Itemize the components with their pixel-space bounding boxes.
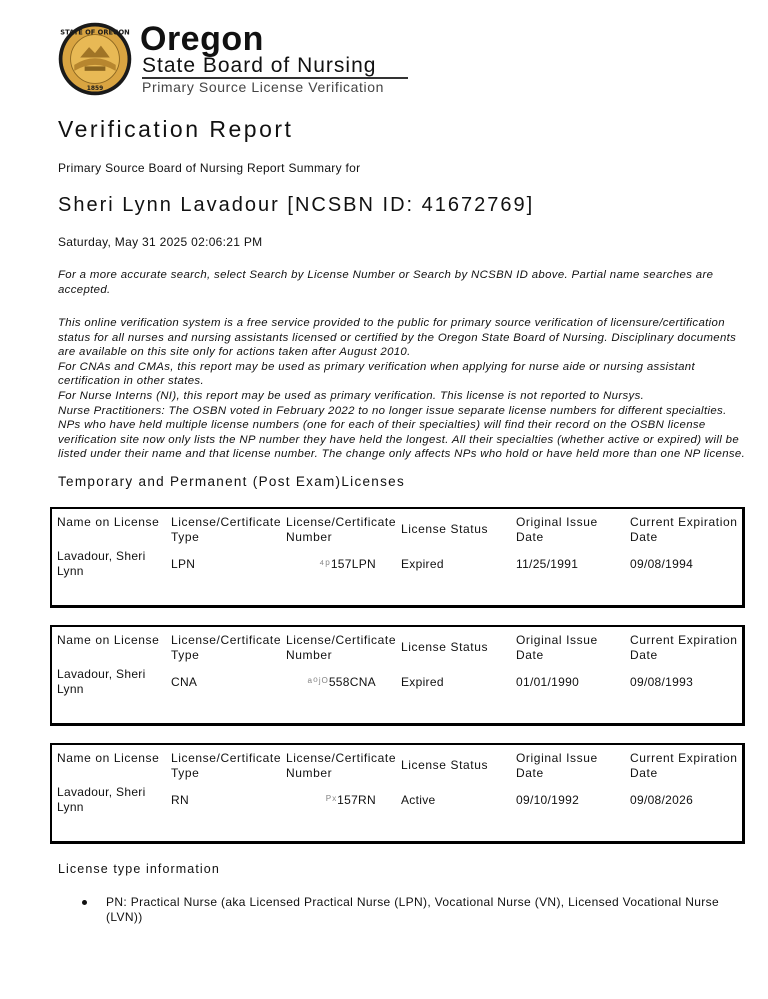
report-timestamp: Saturday, May 31 2025 02:06:21 PM	[58, 235, 263, 249]
redacted-digits: ⁴ᵖ	[319, 557, 331, 571]
disclaimer-paragraph: This online verification system is a free service provided to the public for primary source verification of licensure/certification status for all nurses and nursing assistants licensed or certified by the Oregon State Board of Nursing. Disciplinary documents are available on this site only for actions taken after August 2010.	[58, 317, 737, 359]
column-header-type: License/Certificate Type	[171, 751, 282, 780]
expiration-date: 09/08/1994	[630, 557, 694, 571]
redacted-digits: ᴾˣ	[326, 793, 338, 807]
column-header-name: Name on License	[57, 515, 160, 529]
column-header-number: License/Certificate Number	[286, 633, 397, 662]
oregon-state-seal-icon	[58, 22, 132, 96]
original-issue-date: 09/10/1992	[516, 793, 580, 807]
licensee-name: Sheri Lynn Lavadour [NCSBN ID: 41672769]	[58, 194, 535, 216]
license-table-cna	[50, 625, 745, 726]
license-table-lpn	[50, 507, 745, 608]
column-header-name: Name on License	[57, 751, 160, 765]
column-header-number: License/Certificate Number	[286, 751, 397, 780]
redacted-digits: ᵃ⁰ʲᴼ	[307, 675, 329, 689]
column-header-name: Name on License	[57, 633, 160, 647]
license-holder-name: Lavadour, Sheri Lynn	[57, 785, 146, 814]
disclaimer-block	[58, 316, 748, 462]
license-type: LPN	[171, 557, 196, 571]
license-holder-name: Lavadour, Sheri Lynn	[57, 549, 146, 578]
svg-text:STATE OF OREGON: STATE OF OREGON	[60, 28, 130, 37]
license-number	[286, 675, 398, 690]
license-number-suffix: 558CNA	[328, 675, 376, 689]
license-type: RN	[171, 793, 189, 807]
column-header-type: License/Certificate Type	[171, 515, 282, 544]
license-holder-name: Lavadour, Sheri Lynn	[57, 667, 146, 696]
column-header-status: License Status	[401, 640, 489, 654]
disclaimer-paragraph: For Nurse Interns (NI), this report may be used as primary verification. This license is not reported to Nursys.	[58, 389, 645, 402]
license-number	[286, 793, 398, 808]
original-issue-date: 01/01/1990	[516, 675, 580, 689]
license-type-description: PN: Practical Nurse (aka Licensed Practical Nurse (LPN), Vocational Nurse (VN), Licensed Vocational Nurse (LVN))	[106, 895, 719, 924]
original-issue-date: 11/25/1991	[516, 557, 579, 571]
header-subtitle: Primary Source License Verification	[142, 79, 384, 95]
column-header-issue-date: Original Issue Date	[516, 751, 598, 780]
search-note: For a more accurate search, select Search by License Number or Search by NCSBN ID above. Partial name searches are accepted.	[58, 269, 714, 296]
license-type-info-title: License type information	[58, 862, 220, 876]
disclaimer-paragraph: For CNAs and CMAs, this report may be used as primary verification when applying for nurse aide or nursing assistant certification in other states.	[58, 360, 695, 388]
license-status: Expired	[401, 557, 444, 571]
svg-text:1859: 1859	[86, 86, 104, 93]
license-number-suffix: 157RN	[337, 793, 376, 807]
license-type: CNA	[171, 675, 198, 689]
column-header-number: License/Certificate Number	[286, 515, 397, 544]
column-header-expiration-date: Current Expiration Date	[630, 515, 738, 544]
report-title: Verification Report	[58, 116, 294, 142]
summary-for-label: Primary Source Board of Nursing Report Summary for	[58, 161, 361, 175]
expiration-date: 09/08/1993	[630, 675, 694, 689]
license-number-suffix: 157LPN	[330, 557, 376, 571]
licenses-section-title: Temporary and Permanent (Post Exam)Licenses	[58, 474, 406, 489]
list-item	[80, 895, 742, 925]
license-table-rn	[50, 743, 745, 844]
disclaimer-paragraph: Nurse Practitioners: The OSBN voted in February 2022 to no longer issue separate license numbers for different specialties. NPs who have held multiple license numbers (one for each of their specialties) will find their record on the OSBN license verification site now only lists the NP number they have held the longest. All their specialties (whether active or expired) will be listed under their name and that license number. The change only affects NPs who hold or have held more than one NP license.	[58, 404, 746, 461]
column-header-issue-date: Original Issue Date	[516, 633, 598, 662]
column-header-status: License Status	[401, 758, 489, 772]
org-name: Oregon	[140, 20, 264, 58]
board-name: State Board of Nursing	[142, 54, 377, 77]
license-number	[286, 557, 398, 572]
bullet-icon	[82, 900, 87, 905]
license-status: Expired	[401, 675, 444, 689]
expiration-date: 09/08/2026	[630, 793, 694, 807]
osbn-header	[58, 20, 418, 98]
column-header-expiration-date: Current Expiration Date	[630, 751, 738, 780]
column-header-status: License Status	[401, 522, 489, 536]
license-status: Active	[401, 793, 436, 807]
column-header-issue-date: Original Issue Date	[516, 515, 598, 544]
column-header-type: License/Certificate Type	[171, 633, 282, 662]
license-type-list	[80, 895, 742, 925]
column-header-expiration-date: Current Expiration Date	[630, 633, 738, 662]
